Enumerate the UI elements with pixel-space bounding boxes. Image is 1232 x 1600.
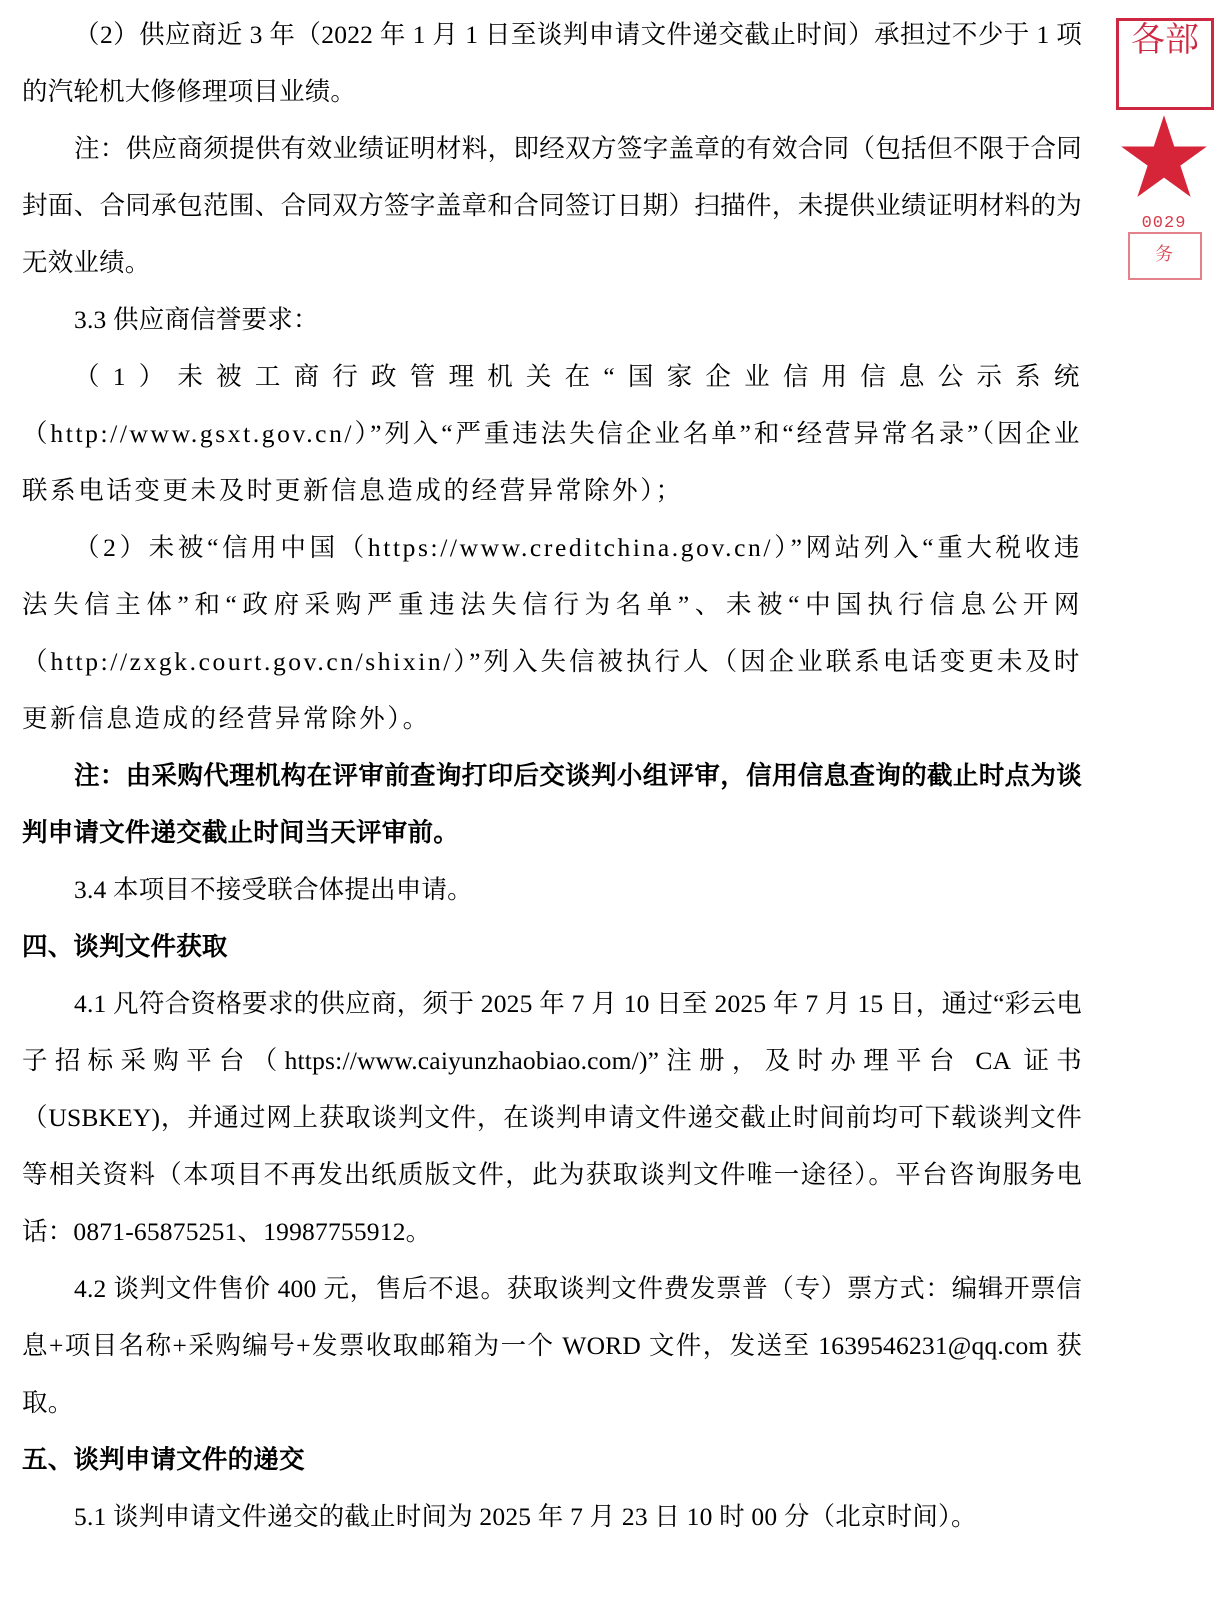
- paragraph-credit-item-1: （1）未被工商行政管理机关在“国家企业信用信息公示系统（http://www.gsxt.gov.cn/）”列入“严重违法失信企业名单”和“经营异常名录”（因企业联系电话变更未及时更新信息造成的经营异常除外）；: [22, 362, 1082, 505]
- heading-section-five: 五、谈判申请文件的递交: [22, 1445, 305, 1474]
- paragraph-clause-4-1: 4.1 凡符合资格要求的供应商，须于 2025 年 7 月 10 日至 2025 年 7 月 15 日，通过“彩云电子招标采购平台（https://www.caiyunzhaobiao.com/)”注册，及时办理平台 CA 证书（USBKEY)，并通过网上获取谈判文件，在谈判申请文件递交截止时间前均可下载谈判文件等相关资料（本项目不再发出纸质版文件，此为获取谈判文件唯一途径）。平台咨询服务电话：0871-65875251、19987755912。: [22, 989, 1082, 1246]
- paragraph-bold-note-credit: 注：由采购代理机构在评审前查询打印后交谈判小组评审，信用信息查询的截止时点为谈判申请文件递交截止时间当天评审前。: [22, 761, 1082, 847]
- star-icon: ★: [1118, 109, 1211, 211]
- seal-code-text: 0029: [1141, 214, 1187, 233]
- paragraph-clause-3-4: 3.4 本项目不接受联合体提出申请。: [74, 875, 473, 904]
- paragraph-clause-5-1: 5.1 谈判申请文件递交的截止时间为 2025 年 7 月 23 日 10 时 00 分（北京时间）。: [74, 1502, 977, 1531]
- red-seal-stamp: [1110, 18, 1218, 308]
- paragraph-clause-4-2: 4.2 谈判文件售价 400 元，售后不退。获取谈判文件费发票普（专）票方式：编辑开票信息+项目名称+采购编号+发票收取邮箱为一个 WORD 文件，发送至 1639546231@qq.com 获取。: [22, 1274, 1082, 1417]
- paragraph-credit-item-2: （2）未被“信用中国（https://www.creditchina.gov.cn/）”网站列入“重大税收违法失信主体”和“政府采购严重违法失信行为名单”、未被“中国执行信息公开网（http://zxgk.court.gov.cn/shixin/）”列入失信被执行人（因企业联系电话变更未及时更新信息造成的经营异常除外）。: [22, 533, 1082, 733]
- seal-top-text: 各部: [1116, 18, 1214, 110]
- paragraph-clause-3-2-2: （2）供应商近 3 年（2022 年 1 月 1 日至谈判申请文件递交截止时间）承担过不少于 1 项的汽轮机大修修理项目业绩。: [22, 20, 1082, 106]
- paragraph-clause-3-3: 3.3 供应商信誉要求：: [74, 305, 319, 334]
- paragraph-note-performance: 注：供应商须提供有效业绩证明材料，即经双方签字盖章的有效合同（包括但不限于合同封面、合同承包范围、合同双方签字盖章和合同签订日期）扫描件，未提供业绩证明材料的为无效业绩。: [22, 134, 1082, 277]
- seal-sub-text: 务: [1155, 244, 1173, 264]
- heading-section-four: 四、谈判文件获取: [22, 932, 228, 961]
